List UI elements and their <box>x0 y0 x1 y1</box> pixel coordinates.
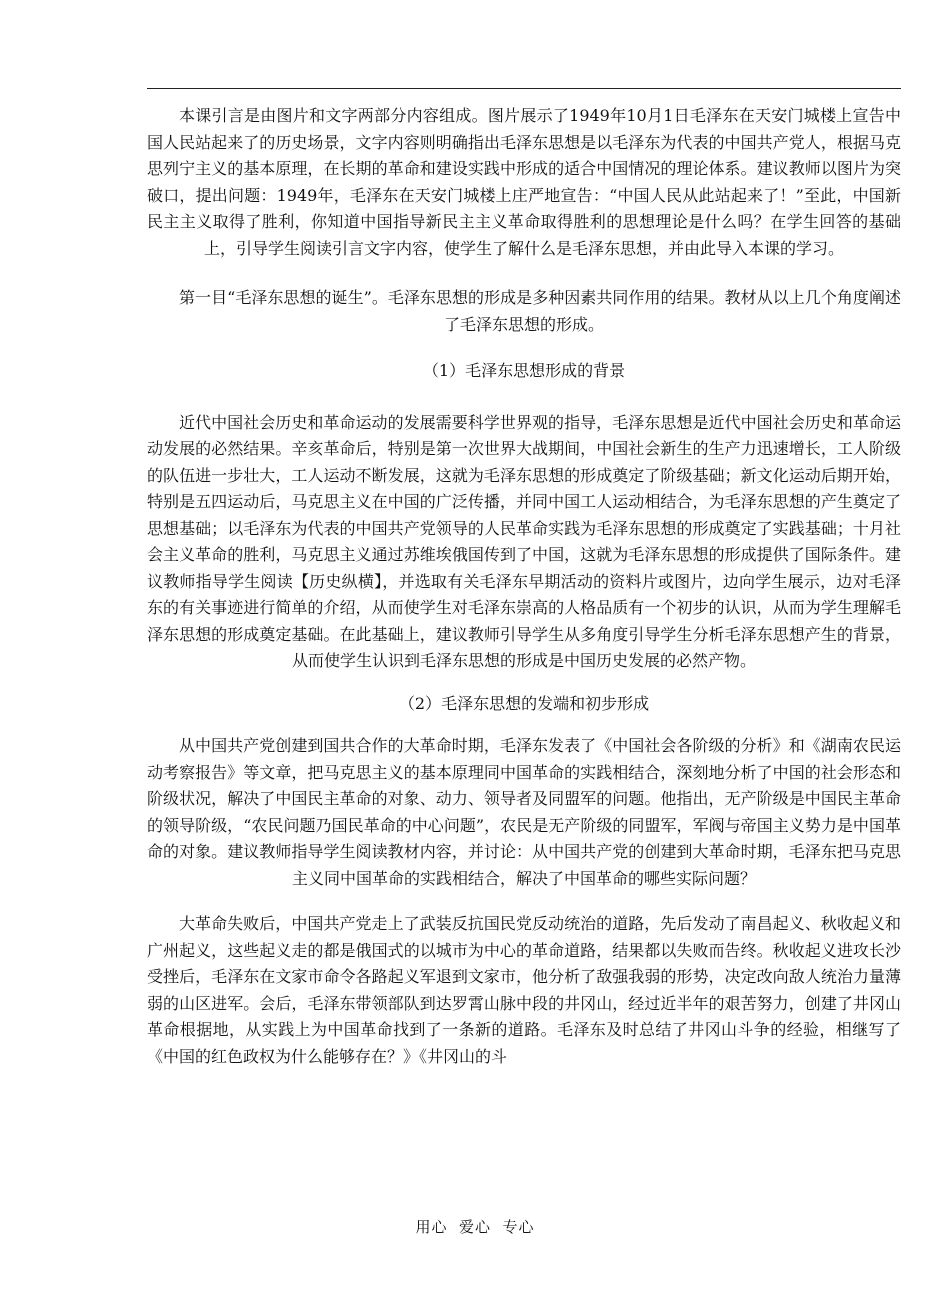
paragraph-background: 近代中国社会历史和革命运动的发展需要科学世界观的指导，毛泽东思想是近代中国社会历史和革命运动发展的必然结果。辛亥革命后，特别是第一次世界大战期间，中国社会新生的生产力迅速增长，工人阶级的队伍进一步壮大，工人运动不断发展，这就为毛泽东思想的形成奠定了阶级基础；新文化运动后期开始，特别是五四运动后，马克思主义在中国的广泛传播，并同中国工人运动相结合，为毛泽东思想的产生奠定了思想基础；以毛泽东为代表的中国共产党领导的人民革命实践为毛泽东思想的形成奠定了实践基础；十月社会主义革命的胜利，马克思主义通过苏维埃俄国传到了中国，这就为毛泽东思想的形成提供了国际条件。建议教师指导学生阅读【历史纵横】，并选取有关毛泽东早期活动的资料片或图片，边向学生展示，边对毛泽东的有关事迹进行简单的介绍，从而使学生对毛泽东崇高的人格品质有一个初步的认识，从而为学生理解毛泽东思想的形成奠定基础。在此基础上，建议教师引导学生从多角度引导学生分析毛泽东思想产生的背景，从而使学生认识到毛泽东思想的形成是中国历史发展的必然产物。 <box>147 412 901 670</box>
paragraph-section-one: 第一目“毛泽东思想的诞生”。毛泽东思想的形成是多种因素共同作用的结果。教材从以上几个角度阐述了毛泽东思想的形成。 <box>179 288 901 334</box>
document-body <box>147 103 901 1070</box>
section-heading-origin: （2）毛泽东思想的发端和初步形成 <box>398 693 650 713</box>
page-footer: 用心 爱心 专心 <box>415 1218 535 1236</box>
paragraph-origin: 从中国共产党创建到国共合作的大革命时期，毛泽东发表了《中国社会各阶级的分析》和《湖南农民运动考察报告》等文章，把马克思主义的基本原理同中国革命的实践相结合，深刻地分析了中国的社会形态和阶级状况，解决了中国民主革命的对象、动力、领导者及同盟军的问题。他指出，无产阶级是中国民主革命的领导阶级，“农民问题乃国民革命的中心问题”，农民是无产阶级的同盟军，军阀与帝国主义势力是中国革命的对象。建议教师指导学生阅读教材内容，并讨论：从中国共产党的创建到大革命时期，毛泽东把马克思主义同中国革命的实践相结合，解决了中国革命的哪些实际问题？ <box>147 736 901 888</box>
section-heading-background: （1）毛泽东思想形成的背景 <box>422 361 626 380</box>
header-rule <box>147 88 901 89</box>
paragraph-intro: 本课引言是由图片和文字两部分内容组成。图片展示了1949年10月1日毛泽东在天安门城楼上宣告中国人民站起来了的历史场景，文字内容则明确指出毛泽东思想是以毛泽东为代表的中国共产党人，根据马克思列宁主义的基本原理，在长期的革命和建设实践中形成的适合中国情况的理论体系。建议教师以图片为突破口，提出问题：1949年，毛泽东在天安门城楼上庄严地宣告：“中国人民从此站起来了！”至此，中国新民主主义取得了胜利，你知道中国指导新民主主义革命取得胜利的思想理论是什么吗？在学生回答的基础上，引导学生阅读引言文字内容，使学生了解什么是毛泽东思想，并由此导入本课的学习。 <box>147 106 901 258</box>
paragraph-after-revolution: 大革命失败后，中国共产党走上了武装反抗国民党反动统治的道路，先后发动了南昌起义、秋收起义和广州起义，这些起义走的都是俄国式的以城市为中心的革命道路，结果都以失败而告终。秋收起义进攻长沙受挫后，毛泽东在文家市命令各路起义军退到文家市，他分析了敌强我弱的形势，决定改向敌人统治力量薄弱的山区进军。会后，毛泽东带领部队到达罗霄山脉中段的井冈山，经过近半年的艰苦努力，创建了井冈山革命根据地，从实践上为中国革命找到了一条新的道路。毛泽东及时总结了井冈山斗争的经验，相继写了《中国的红色政权为什么能够存在？》《井冈山的斗 <box>147 914 901 1066</box>
